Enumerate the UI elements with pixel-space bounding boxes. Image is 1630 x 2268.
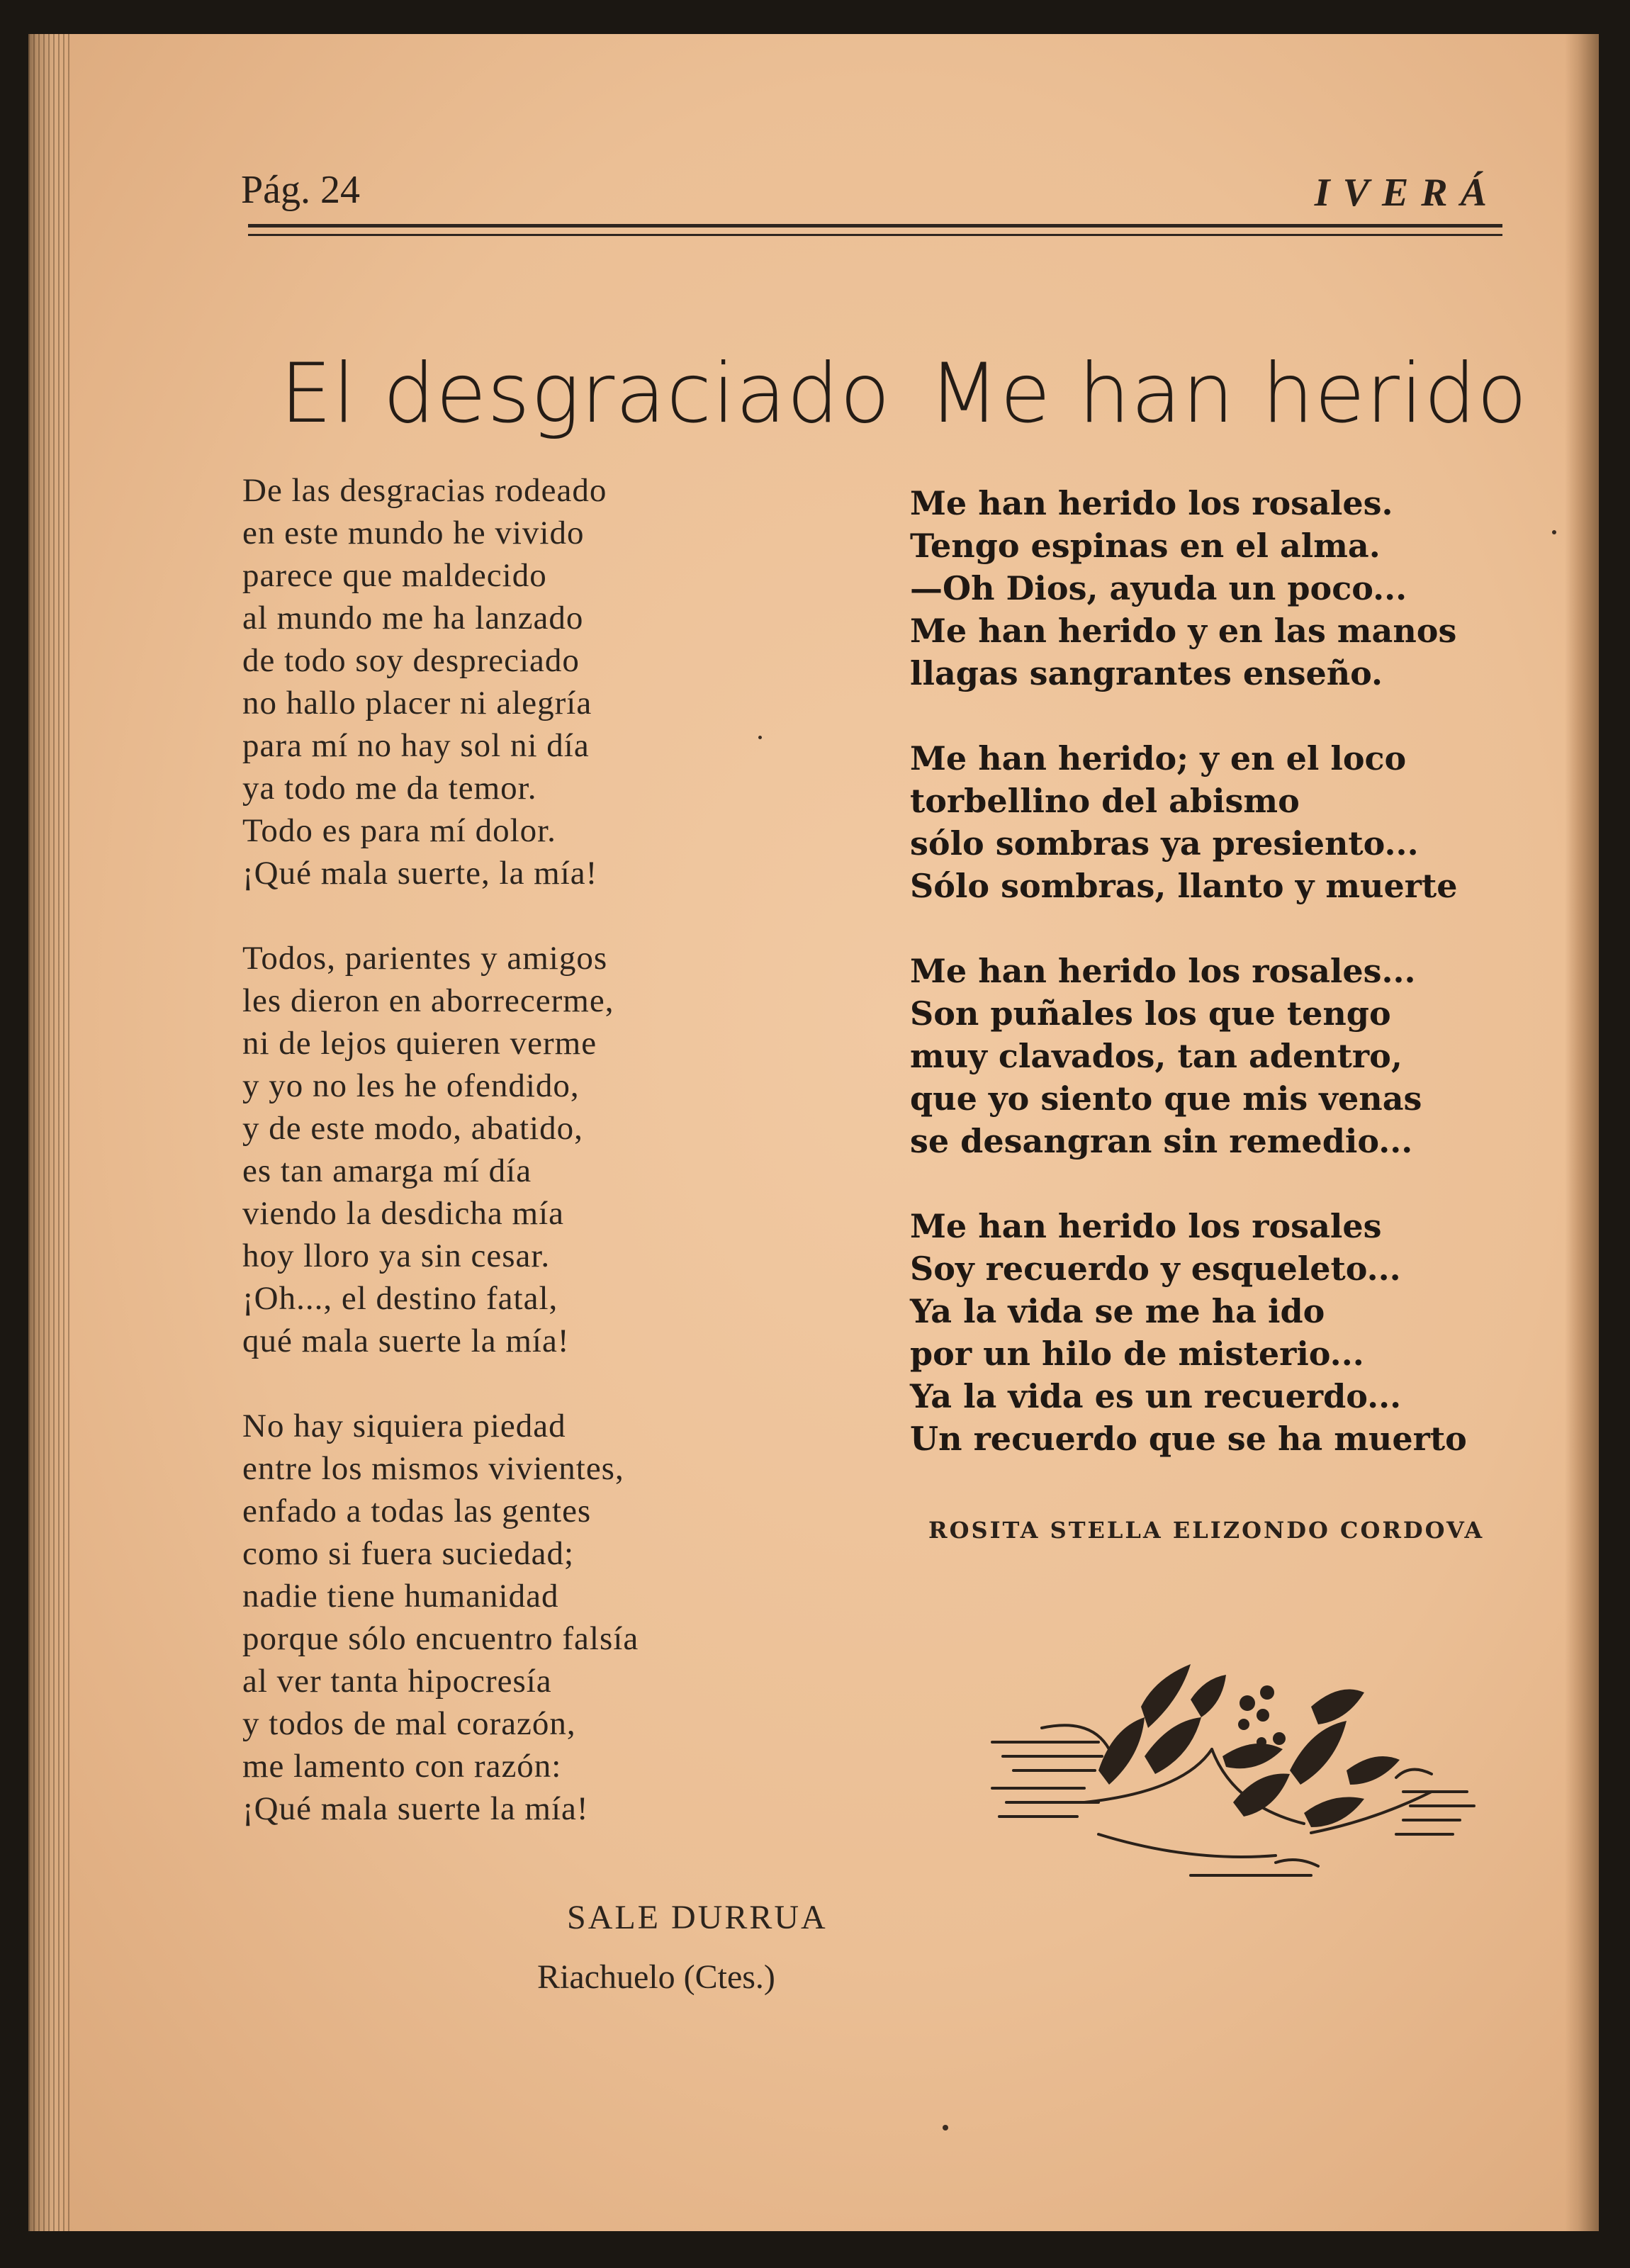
poem-line: Me han herido y en las manos: [910, 612, 1457, 650]
poem-line: en este mundo he vivido: [242, 515, 585, 551]
poem-line: Me han herido los rosales...: [910, 952, 1416, 990]
stanza: [242, 1405, 866, 1830]
leafy-branch-ornament-icon: [978, 1650, 1488, 1905]
ink-speck: [943, 2125, 948, 2131]
left-poem-body: [242, 469, 866, 1873]
poem-line: muy clavados, tan adentro,: [910, 1037, 1403, 1075]
poem-line: No hay siquiera piedad: [242, 1408, 566, 1444]
stanza: [242, 469, 866, 894]
poem-line: Ya la vida es un recuerdo...: [910, 1377, 1402, 1415]
poem-line: se desangran sin remedio...: [910, 1122, 1413, 1160]
header-rule-bottom: [248, 234, 1502, 236]
poem-line: Sólo sombras, llanto y muerte: [910, 867, 1458, 905]
page-edge: [1565, 34, 1599, 2231]
poem-line: me lamento con razón:: [242, 1748, 562, 1785]
poem-line: torbellino del abismo: [910, 782, 1300, 820]
poem-line: entre los mismos vivientes,: [242, 1450, 624, 1487]
poem-line: nadie tiene humanidad: [242, 1578, 559, 1615]
poem-line: les dieron en aborrecerme,: [242, 982, 614, 1019]
poem-line: enfado a todas las gentes: [242, 1493, 592, 1529]
poem-line: que yo siento que mis venas: [910, 1079, 1422, 1118]
stanza: [910, 737, 1534, 907]
right-poem-body: [910, 482, 1534, 1503]
poem-line: parece que maldecido: [242, 557, 547, 594]
poem-line: llagas sangrantes enseño.: [910, 654, 1383, 692]
poem-line: Tengo espinas en el alma.: [910, 527, 1381, 565]
header-rule-top: [248, 224, 1502, 228]
poem-line: y yo no les he ofendido,: [242, 1067, 580, 1104]
poem-line: Todos, parientes y amigos: [242, 940, 608, 977]
poem-line: Un recuerdo que se ha muerto: [910, 1420, 1467, 1458]
poem-line: es tan amarga mí día: [242, 1152, 532, 1189]
poem-line: como si fuera suciedad;: [242, 1535, 575, 1572]
poem-line: no hallo placer ni alegría: [242, 685, 592, 722]
page-number: Pág. 24: [241, 168, 360, 212]
left-poem-author: SALE DURRUA: [567, 1899, 828, 1936]
poem-line: ¡Oh..., el destino fatal,: [242, 1280, 558, 1317]
right-poem-author: ROSITA STELLA ELIZONDO CORDOVA: [928, 1517, 1485, 1544]
stanza: [910, 1205, 1534, 1460]
stanza: [910, 950, 1534, 1162]
poem-line: Me han herido los rosales.: [910, 484, 1393, 522]
poem-line: Ya la vida se me ha ido: [910, 1292, 1325, 1330]
poem-line: Me han herido los rosales: [910, 1207, 1382, 1245]
poem-line: al ver tanta hipocresía: [242, 1663, 552, 1700]
poem-line: y de este modo, abatido,: [242, 1110, 583, 1147]
poem-line: Me han herido; y en el loco: [910, 739, 1407, 777]
poem-line: Soy recuerdo y esqueleto...: [910, 1250, 1401, 1288]
poem-line: De las desgracias rodeado: [242, 472, 607, 509]
poem-line: ¡Qué mala suerte la mía!: [242, 1790, 589, 1827]
book-spine: [28, 34, 71, 2231]
poem-line: para mí no hay sol ni día: [242, 727, 590, 764]
ink-speck: [1552, 530, 1556, 534]
stanza: [910, 482, 1534, 695]
poem-line: al mundo me ha lanzado: [242, 600, 584, 636]
poem-line: por un hilo de misterio...: [910, 1335, 1364, 1373]
poem-line: porque sólo encuentro falsía: [242, 1620, 639, 1657]
poem-line: Son puñales los que tengo: [910, 994, 1391, 1033]
poem-line: y todos de mal corazón,: [242, 1705, 576, 1742]
right-poem-title: Me han herido: [928, 346, 1528, 442]
poem-line: ni de lejos quieren verme: [242, 1025, 597, 1062]
publication-title: IVERÁ: [1314, 171, 1500, 215]
poem-line: de todo soy despreciado: [242, 642, 580, 679]
poem-line: ya todo me da temor.: [242, 770, 537, 807]
poem-line: Todo es para mí dolor.: [242, 812, 556, 849]
left-poem-title: El desgraciado: [280, 346, 891, 442]
left-poem-place: Riachuelo (Ctes.): [537, 1958, 775, 1996]
poem-line: sólo sombras ya presiento...: [910, 824, 1419, 863]
poem-line: qué mala suerte la mía!: [242, 1323, 570, 1359]
ink-speck: [758, 736, 762, 739]
poem-line: viendo la desdicha mía: [242, 1195, 564, 1232]
magazine-page: [28, 34, 1599, 2231]
stanza: [242, 937, 866, 1362]
poem-line: —Oh Dios, ayuda un poco...: [910, 569, 1407, 607]
poem-line: hoy lloro ya sin cesar.: [242, 1237, 551, 1274]
poem-line: ¡Qué mala suerte, la mía!: [242, 855, 598, 892]
